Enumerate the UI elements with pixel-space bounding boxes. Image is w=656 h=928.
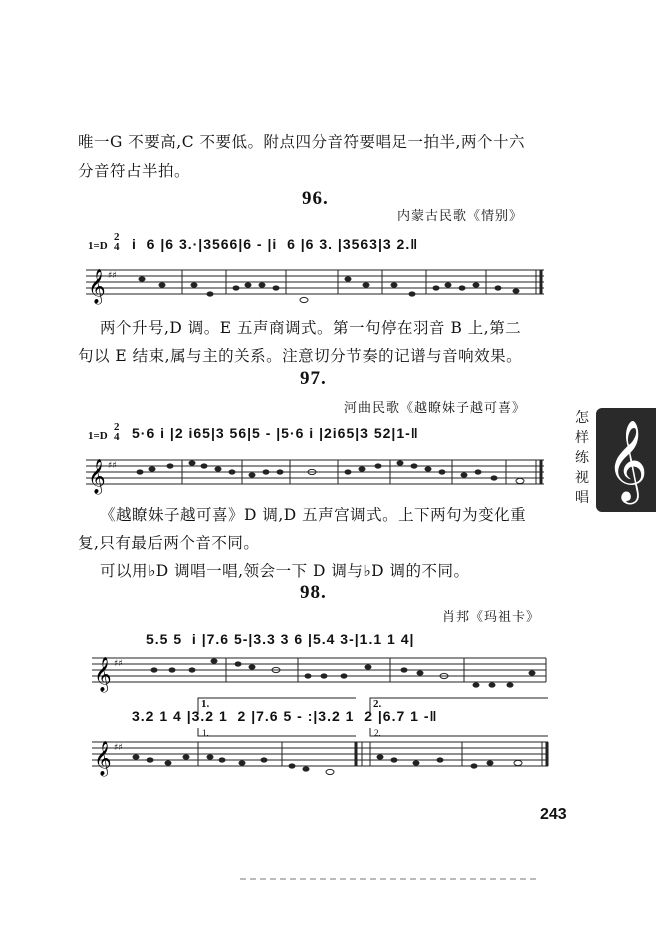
svg-text:2.: 2. [374, 728, 381, 738]
jianpu-line-98-2: 3.2 1 4 |3.2 1 2 |7.6 5 - :|3.2 1 2 |6.7 1 -‖ [132, 708, 438, 724]
treble-clef-icon: 𝄞 [94, 657, 112, 692]
key-signature-97: 1=D [88, 430, 108, 442]
time-signature-96: 2 4 [114, 231, 120, 253]
treble-clef-icon: 𝄞 [94, 741, 112, 776]
volta-1-label: 1. [201, 698, 210, 710]
svg-text:♯♯: ♯♯ [108, 461, 117, 471]
svg-text:♯♯: ♯♯ [108, 271, 117, 281]
side-tab-label: 怎 样 练 视 唱 [575, 410, 589, 506]
staff-96 [86, 266, 546, 310]
text-97-line-3: 可以用♭D 调唱一唱,领会一下 D 调与♭D 调的不同。 [100, 562, 470, 580]
key-signature-96: 1=D [88, 240, 108, 252]
text-97-line-2: 复,只有最后两个音不同。 [78, 534, 260, 552]
exercise-source-97: 河曲民歌《越瞭妹子越可喜》 [344, 401, 527, 416]
time-signature-97: 2 4 [114, 421, 120, 443]
staff-98-1 [92, 652, 548, 696]
exercise-source-96: 内蒙古民歌《情别》 [397, 209, 524, 224]
volta-2-label: 2. [373, 698, 382, 710]
exercise-number-97: 97. [300, 368, 327, 389]
treble-clef-icon: 𝄞 [88, 269, 106, 304]
svg-text:1.: 1. [202, 728, 209, 738]
text-97-line-1: 《越瞭妹子越可喜》D 调,D 五声宫调式。上下两句为变化重 [100, 506, 527, 524]
exercise-number-98: 98. [300, 582, 327, 603]
jianpu-line-98-1: 5.5 5 i |7.6 5-|3.3 3 6 |5.4 3-|1.1 1 4| [146, 631, 415, 647]
exercise-number-96: 96. [302, 188, 329, 209]
treble-clef-tab [596, 408, 656, 512]
side-tab [570, 408, 656, 512]
treble-clef-icon: 𝄞 [88, 459, 106, 494]
footer-scan-line [240, 878, 540, 880]
svg-text:♯♯: ♯♯ [114, 659, 123, 669]
intro-line-2: 分音符占半拍。 [78, 162, 191, 180]
jianpu-line-97: 5·6 i |2 i65|3 56|5 - |5·6 i |2i65|3 52|1-‖ [132, 425, 419, 441]
jianpu-line-96: i 6 |6 3.·|3566|6 - |i 6 |6 3. |3563|3 2.‖ [132, 236, 419, 252]
svg-text:♯♯: ♯♯ [114, 743, 123, 753]
text-96-line-1: 两个升号,D 调。E 五声商调式。第一句停在羽音 B 上,第二 [100, 319, 522, 337]
exercise-source-98: 肖邦《玛祖卡》 [442, 610, 541, 625]
intro-line-1: 唯一G 不要高,C 不要低。附点四分音符要唱足一拍半,两个十六 [78, 133, 525, 151]
staff-98-2 [92, 726, 550, 780]
page-number: 243 [540, 806, 567, 823]
text-96-line-2: 句以 E 结束,属与主的关系。注意切分节奏的记谱与音响效果。 [78, 347, 523, 365]
staff-97 [86, 456, 546, 500]
treble-clef-icon: 𝄞 [606, 419, 648, 501]
